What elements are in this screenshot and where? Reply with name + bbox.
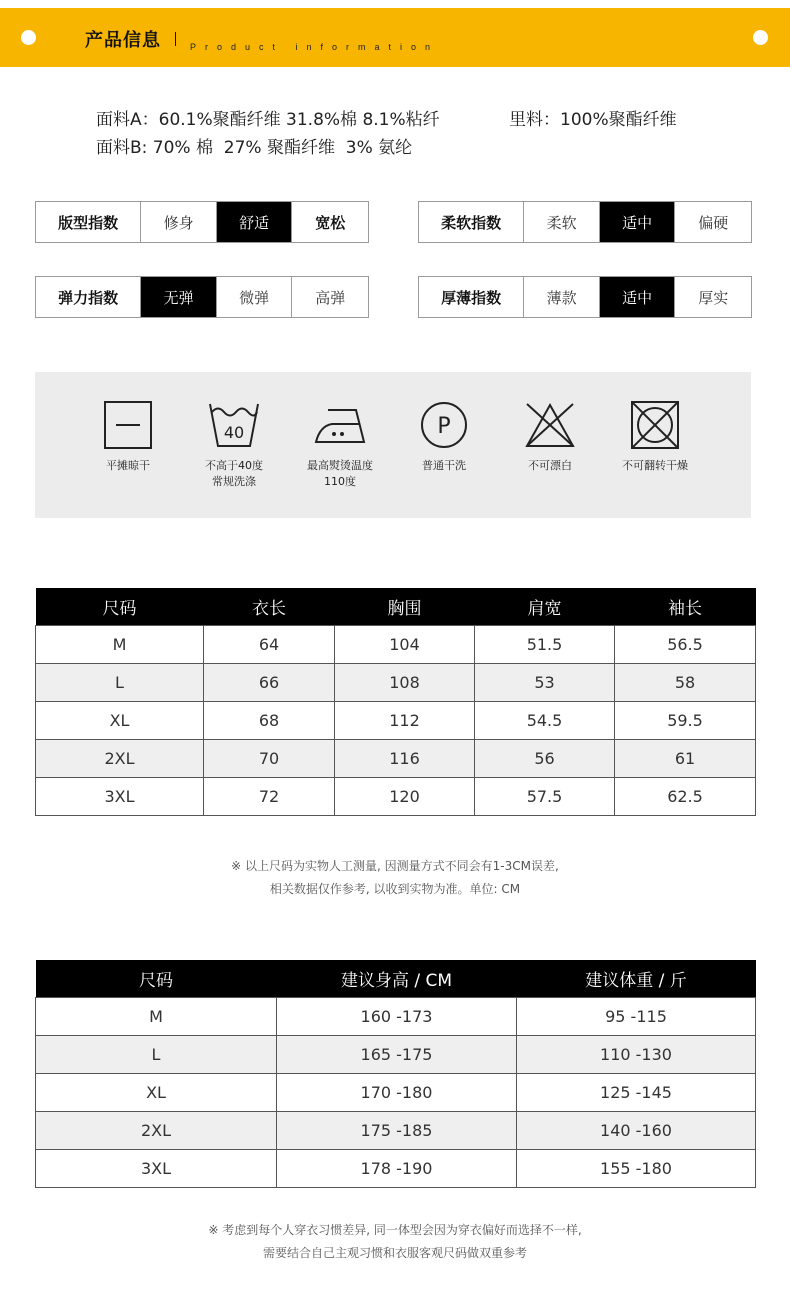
size-note: [0, 855, 790, 901]
table-cell: 95 -115: [517, 997, 756, 1035]
no-tumble-dry-icon: [630, 400, 680, 450]
softness-option-3: 偏硬: [674, 202, 751, 242]
recommendation-note-line: ※ 考虑到每个人穿衣习惯差异, 同一体型会因为穿衣偏好而选择不一样,: [208, 1223, 582, 1237]
table-cell: XL: [36, 1073, 277, 1111]
header-banner: [0, 8, 790, 67]
table-cell: 108: [335, 663, 475, 701]
thickness-option-1: 薄款: [523, 277, 599, 317]
lining-text: 里料：100%聚酯纤维: [509, 110, 677, 130]
size-note-line: ※ 以上尺码为实物人工测量, 因测量方式不同会有1-3CM误差,: [231, 859, 559, 873]
table-cell: 116: [335, 739, 475, 777]
table-cell: 62.5: [615, 777, 756, 815]
table-cell: 61: [615, 739, 756, 777]
size-note-line: 相关数据仅作参考, 以收到实物为准。单位: CM: [269, 882, 521, 896]
recommendation-table: [35, 960, 756, 1188]
table-cell: 160 -173: [277, 997, 517, 1035]
wash-temp-text: 40: [223, 423, 245, 442]
softness-index: [418, 201, 752, 243]
care-no-bleach: [495, 400, 605, 474]
fit-index: [35, 201, 369, 243]
table-row: [36, 701, 756, 739]
softness-option-2-selected: 适中: [599, 202, 675, 242]
elasticity-option-1-selected: 无弹: [140, 277, 216, 317]
care-label: 平摊晾干: [106, 459, 150, 472]
dry-clean-letter: P: [437, 414, 451, 439]
table-row: [36, 739, 756, 777]
banner-dot-left: [21, 30, 36, 45]
thickness-option-2-selected: 适中: [599, 277, 675, 317]
care-label: 不可漂白: [528, 459, 572, 472]
recommendation-note: [0, 1219, 790, 1265]
table-row: [36, 1149, 756, 1187]
care-instructions-panel: [35, 372, 751, 518]
table-row: [36, 777, 756, 815]
column-header: 衣长: [204, 588, 335, 625]
elasticity-option-3: 高弹: [291, 277, 368, 317]
care-no-tumble-dry: [600, 400, 710, 474]
column-header: 胸围: [335, 588, 475, 625]
table-row: [36, 997, 756, 1035]
fit-option-2-selected: 舒适: [216, 202, 292, 242]
thickness-index-label: 厚薄指数: [441, 288, 502, 307]
care-label: 普通干洗: [422, 459, 466, 472]
table-cell: M: [36, 625, 204, 663]
table-cell: 3XL: [36, 1149, 277, 1187]
flat-dry-icon: [103, 400, 153, 450]
table-cell: XL: [36, 701, 204, 739]
wash-40-icon: [208, 400, 260, 450]
column-header: 尺码: [36, 588, 204, 625]
table-cell: 178 -190: [277, 1149, 517, 1187]
table-cell: 110 -130: [517, 1035, 756, 1073]
table-cell: 3XL: [36, 777, 204, 815]
softness-index-label: 柔软指数: [441, 213, 502, 232]
section-title: 产品信息: [85, 30, 161, 51]
fabric-b-text: 面料B: 70% 棉 27% 聚酯纤维 3% 氨纶: [96, 138, 413, 158]
column-header: 袖长: [615, 588, 756, 625]
table-cell: 64: [204, 625, 335, 663]
table-cell: 58: [615, 663, 756, 701]
fit-option-3: 宽松: [291, 202, 368, 242]
title-divider: [175, 32, 176, 46]
care-flat-dry: [73, 400, 183, 474]
table-cell: L: [36, 1035, 277, 1073]
column-header: 肩宽: [475, 588, 615, 625]
table-cell: 72: [204, 777, 335, 815]
care-label: 不可翻转干燥: [622, 459, 688, 472]
banner-dot-right: [753, 30, 768, 45]
care-label: 不高于40度 常规洗涤: [205, 459, 263, 488]
thickness-option-3: 厚实: [674, 277, 751, 317]
no-bleach-icon: [523, 400, 577, 450]
dry-clean-p-icon: [419, 400, 469, 450]
care-wash-40: [179, 400, 289, 490]
table-cell: M: [36, 997, 277, 1035]
table-cell: 2XL: [36, 1111, 277, 1149]
table-row: [36, 1073, 756, 1111]
table-cell: 175 -185: [277, 1111, 517, 1149]
fit-index-label: 版型指数: [58, 213, 119, 232]
table-cell: 57.5: [475, 777, 615, 815]
table-cell: 56.5: [615, 625, 756, 663]
thickness-index: [418, 276, 752, 318]
table-cell: 2XL: [36, 739, 204, 777]
elasticity-index: [35, 276, 369, 318]
table-cell: 59.5: [615, 701, 756, 739]
softness-option-1: 柔软: [523, 202, 599, 242]
elasticity-option-2: 微弹: [216, 277, 292, 317]
table-cell: 56: [475, 739, 615, 777]
table-header-row: [36, 588, 756, 625]
care-iron: [285, 400, 395, 490]
column-header: 尺码: [36, 960, 277, 997]
table-cell: 54.5: [475, 701, 615, 739]
table-cell: 51.5: [475, 625, 615, 663]
table-cell: 165 -175: [277, 1035, 517, 1073]
column-header: 建议身高 / CM: [277, 960, 517, 997]
fit-option-1: 修身: [140, 202, 216, 242]
column-header: 建议体重 / 斤: [517, 960, 756, 997]
table-row: [36, 625, 756, 663]
table-row: [36, 1035, 756, 1073]
table-cell: 68: [204, 701, 335, 739]
iron-icon: [312, 400, 368, 450]
table-cell: 112: [335, 701, 475, 739]
table-row: [36, 663, 756, 701]
care-label: 最高熨烫温度 110度: [307, 459, 373, 488]
table-cell: 53: [475, 663, 615, 701]
care-dry-clean: [389, 400, 499, 474]
table-cell: 120: [335, 777, 475, 815]
table-cell: L: [36, 663, 204, 701]
table-cell: 155 -180: [517, 1149, 756, 1187]
table-cell: 170 -180: [277, 1073, 517, 1111]
table-cell: 125 -145: [517, 1073, 756, 1111]
recommendation-note-line: 需要结合自己主观习惯和衣服客观尺码做双重参考: [262, 1246, 527, 1260]
table-cell: 104: [335, 625, 475, 663]
table-cell: 140 -160: [517, 1111, 756, 1149]
table-cell: 66: [204, 663, 335, 701]
size-table: [35, 588, 756, 816]
section-subtitle: Product information: [190, 42, 440, 52]
table-row: [36, 1111, 756, 1149]
fabric-a-text: 面料A：60.1%聚酯纤维 31.8%棉 8.1%粘纤: [96, 110, 440, 130]
table-header-row: [36, 960, 756, 997]
table-cell: 70: [204, 739, 335, 777]
elasticity-index-label: 弹力指数: [58, 288, 119, 307]
